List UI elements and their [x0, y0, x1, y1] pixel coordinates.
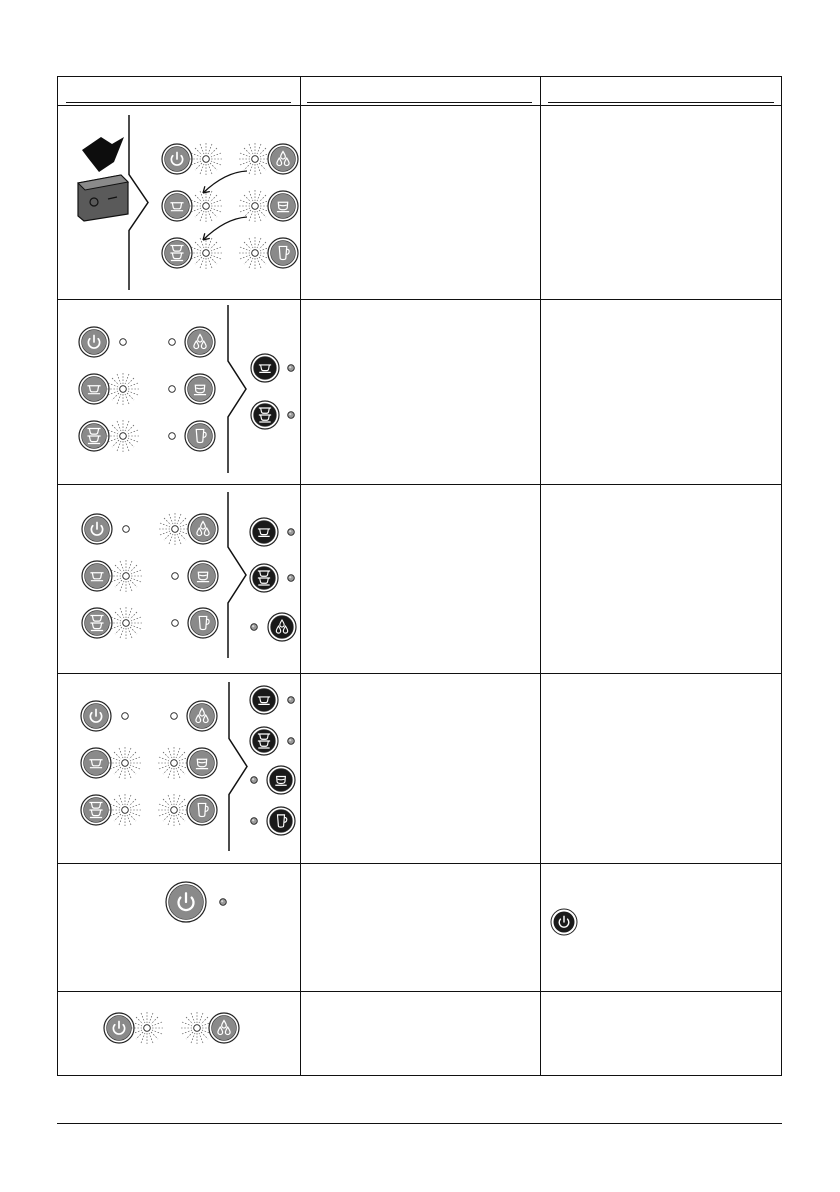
double-espresso-icon: [250, 727, 278, 755]
long-coffee-cup-icon: [268, 238, 298, 268]
power-icon: [162, 144, 192, 174]
press-arrow: [82, 137, 124, 172]
led-blinking: [110, 560, 142, 592]
led-blinking: [107, 373, 139, 405]
led-on: [288, 738, 295, 745]
led-off: [172, 573, 179, 580]
rocker-switch-icon: [78, 137, 128, 221]
led-on: [251, 624, 258, 631]
led-blinking: [239, 143, 271, 175]
espresso-cup-icon: [82, 561, 112, 591]
led-off: [169, 433, 176, 440]
led-blinking: [159, 513, 191, 545]
espresso-cup-icon: [81, 748, 111, 778]
led-blinking: [190, 237, 222, 269]
power-icon: [82, 514, 112, 544]
double-espresso-icon: [162, 238, 192, 268]
power-icon: [166, 882, 206, 922]
coffee-cup-icon: [185, 374, 215, 404]
led-blinking: [110, 607, 142, 639]
sequence-arrow: [203, 171, 247, 193]
led-off: [122, 713, 129, 720]
bracket-line: [129, 115, 148, 290]
double-espresso-icon: [79, 421, 109, 451]
long-coffee-cup-icon: [267, 807, 295, 835]
coffee-cup-icon: [187, 748, 217, 778]
led-blinking: [158, 794, 190, 826]
led-on: [251, 777, 258, 784]
double-espresso-icon: [251, 401, 279, 429]
espresso-cup-icon: [250, 686, 278, 714]
espresso-cup-icon: [162, 191, 192, 221]
led-blinking: [131, 1012, 163, 1044]
power-icon: [79, 327, 109, 357]
led-blinking: [158, 747, 190, 779]
led-on: [288, 365, 295, 372]
led-on: [288, 529, 295, 536]
sequence-arrow: [203, 217, 247, 240]
led-off: [172, 620, 179, 627]
coffee-cup-icon: [188, 561, 218, 591]
led-blinking: [190, 143, 222, 175]
led-off: [123, 526, 130, 533]
water-drops-icon: [185, 327, 215, 357]
led-off: [169, 339, 176, 346]
led-blinking: [181, 1012, 213, 1044]
led-blinking: [107, 420, 139, 452]
water-drops-icon: [268, 144, 298, 174]
water-drops-icon: [188, 514, 218, 544]
long-coffee-cup-icon: [187, 795, 217, 825]
double-espresso-icon: [82, 608, 112, 638]
bracket-line: [228, 492, 246, 658]
bracket-line: [228, 305, 246, 473]
water-drops-icon: [268, 613, 296, 641]
long-coffee-cup-icon: [188, 608, 218, 638]
coffee-cup-icon: [267, 766, 295, 794]
power-icon: [104, 1013, 134, 1043]
bracket-line: [229, 682, 247, 851]
coffee-cup-icon: [268, 191, 298, 221]
led-blinking: [239, 237, 271, 269]
espresso-cup-icon: [250, 518, 278, 546]
led-on: [251, 818, 258, 825]
led-on: [220, 899, 227, 906]
led-off: [171, 713, 178, 720]
water-drops-icon: [209, 1013, 239, 1043]
power-icon: [551, 909, 577, 935]
water-drops-icon: [187, 701, 217, 731]
double-espresso-icon: [81, 795, 111, 825]
espresso-cup-icon: [79, 374, 109, 404]
led-on: [288, 412, 295, 419]
espresso-cup-icon: [251, 354, 279, 382]
long-coffee-cup-icon: [185, 421, 215, 451]
led-off: [169, 386, 176, 393]
led-off: [120, 339, 127, 346]
led-blinking: [190, 190, 222, 222]
led-blinking: [109, 747, 141, 779]
double-espresso-icon: [250, 564, 278, 592]
led-blinking: [109, 794, 141, 826]
led-on: [288, 575, 295, 582]
led-on: [288, 697, 295, 704]
power-icon: [81, 701, 111, 731]
